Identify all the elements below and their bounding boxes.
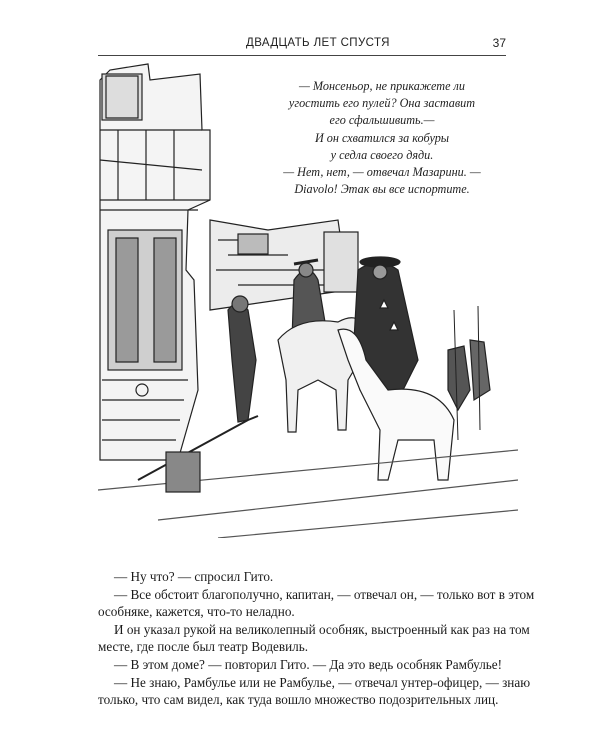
running-title: ДВАДЦАТЬ ЛЕТ СПУСТЯ [246, 37, 390, 49]
text-line: — Все обстоит благополучно, капитан, — отвечал он, — только вот в этом [114, 586, 535, 602]
header-rule [98, 55, 506, 56]
page-number: 37 [492, 36, 506, 50]
illustration-caption [258, 78, 506, 198]
running-header [98, 36, 506, 54]
text-line: — Не знаю, Рамбулье или не Рамбулье, — отвечал унтер-офицер, — знаю [114, 674, 531, 690]
text-line: — Ну что? — спросил Гито. [114, 569, 274, 584]
caption-line: угостить его пулей? Она заставит [288, 96, 476, 111]
caption-line: — Нет, нет, — отвечал Мазарини. — [283, 165, 481, 180]
caption-line: И он схватился за кобуры [314, 130, 450, 145]
body-text [98, 568, 535, 709]
text-line: И он указал рукой на великолепный особняк, выстроенный как раз на том [114, 621, 530, 637]
caption-line: Diavolo! Этак вы все испортите. [294, 182, 470, 197]
text-line: месте, где после был театр Водевиль. [98, 639, 309, 655]
caption-line: у седла своего дяди. [330, 147, 434, 162]
text-line: особняке, кажется, что-то неладно. [98, 604, 295, 620]
caption-line: — Монсеньор, не прикажете ли [299, 79, 465, 93]
text-line: — В этом доме? — повторил Гито. — Да это ведь особняк Рамбулье! [114, 656, 503, 672]
caption-line: его сфальшивить.— [329, 113, 435, 128]
text-line: только, что сам видел, как туда вошло множество подозрительных лиц. [98, 692, 499, 708]
